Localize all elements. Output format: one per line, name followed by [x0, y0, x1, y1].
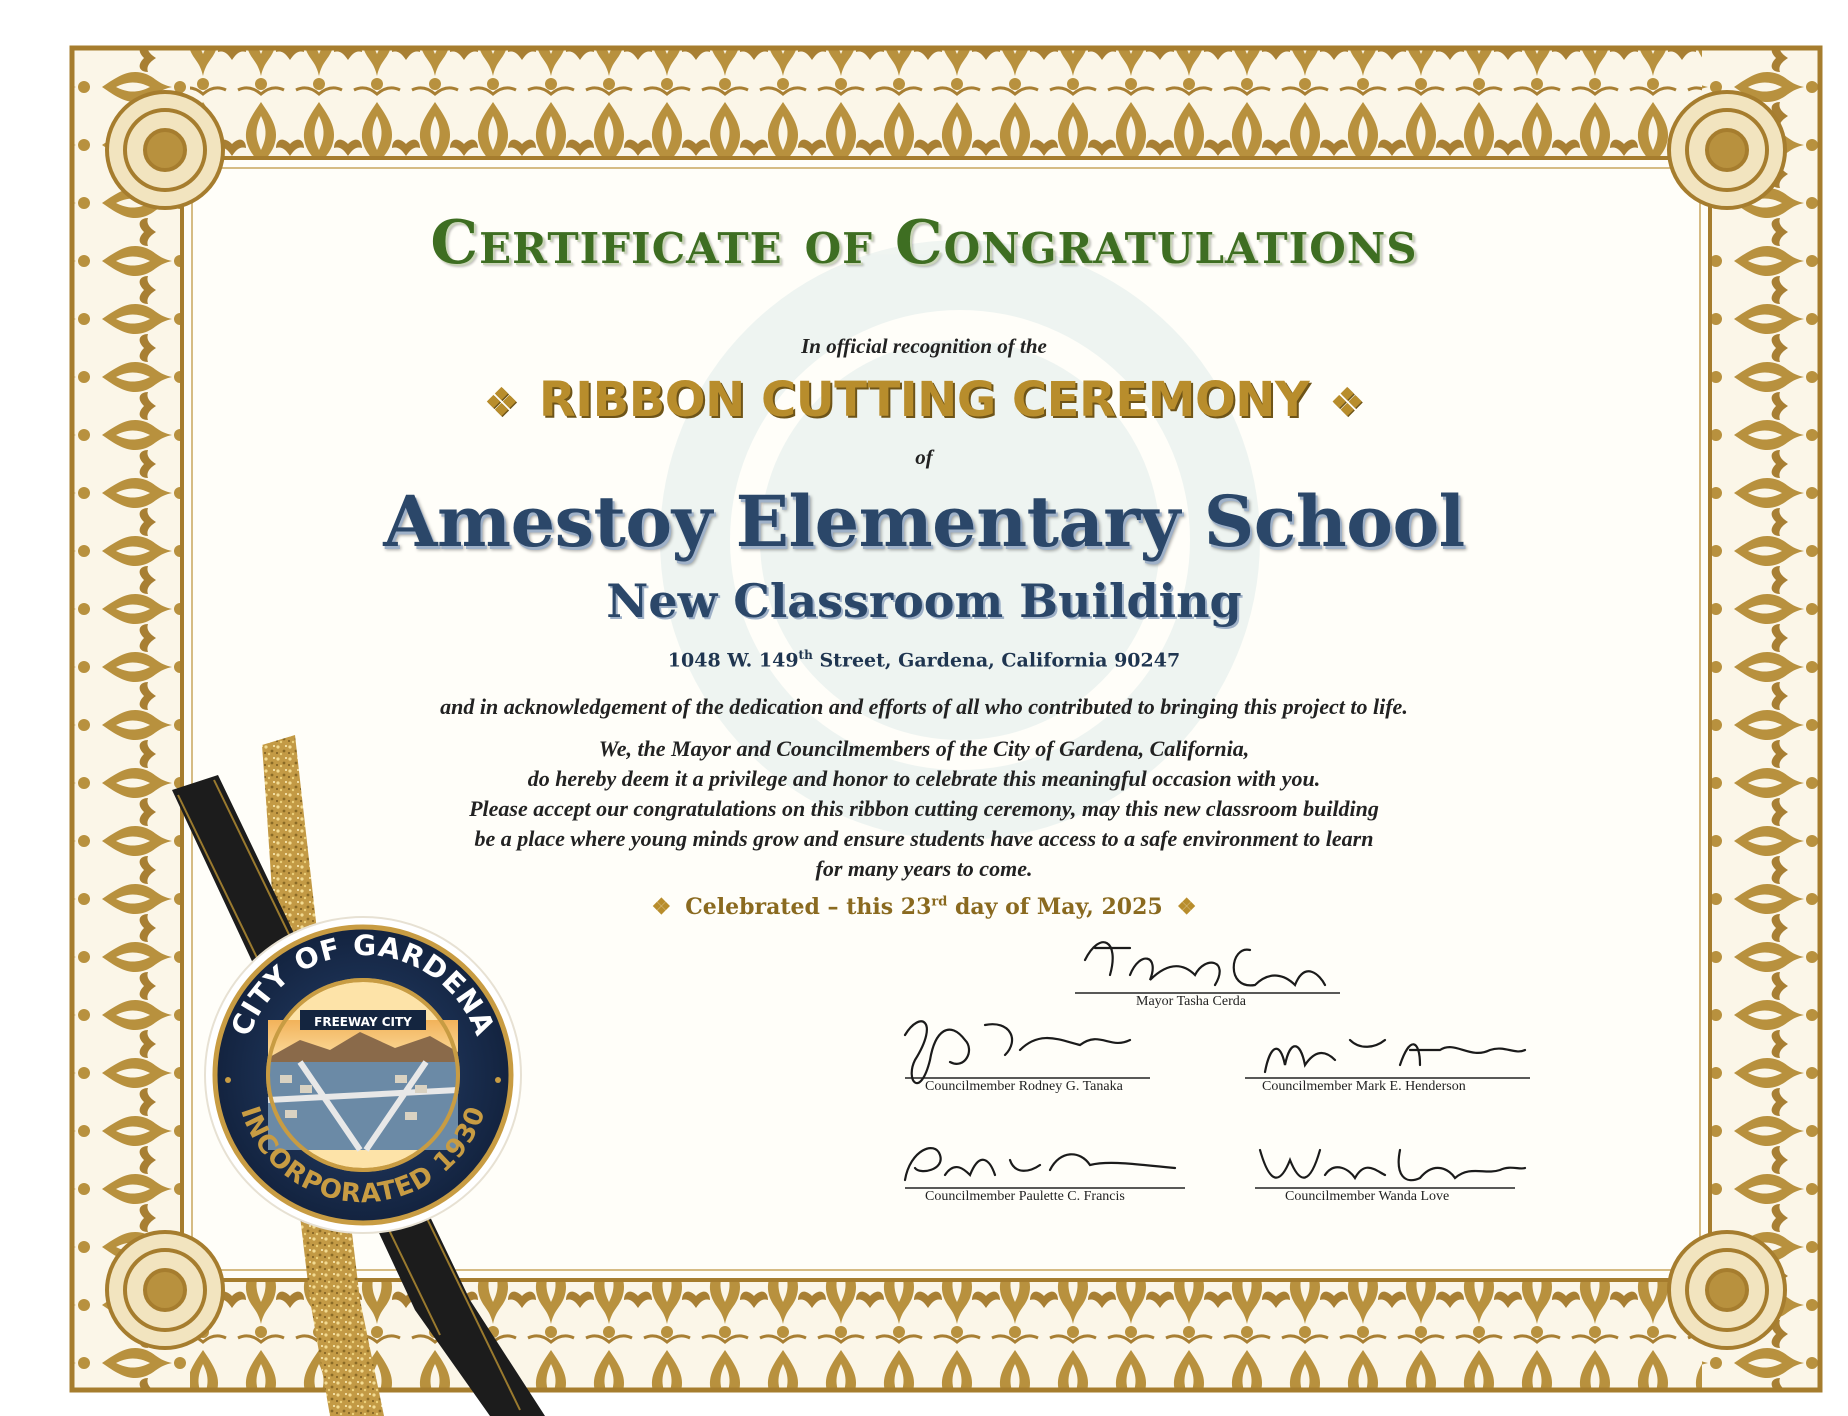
mayor-signature-name: Mayor Tasha Cerda: [1136, 994, 1246, 1009]
address-prefix: 1048 W. 149: [667, 649, 799, 672]
council-signature-name-francis: Councilmember Paulette C. Francis: [925, 1189, 1125, 1204]
diamond-ornament-icon: ❖: [651, 894, 672, 920]
council-signature-name-tanaka: Councilmember Rodney G. Tanaka: [925, 1079, 1123, 1094]
ceremony-title: RIBBON CUTTING CEREMONY: [538, 372, 1310, 428]
council-signature-name-henderson: Councilmember Mark E. Henderson: [1262, 1079, 1466, 1094]
body-line: Please accept our congratulations on this ribbon cutting ceremony, may this new classroom building: [469, 796, 1379, 821]
council-signature-name-love: Councilmember Wanda Love: [1285, 1189, 1450, 1204]
seal-top-text: CITY OF GARDENA: [224, 928, 502, 1041]
seal-bottom-text: INCORPORATED 1930: [234, 1102, 492, 1210]
body-line: do hereby deem it a privilege and honor to celebrate this meaningful occasion with you.: [527, 766, 1321, 791]
body-line: We, the Mayor and Councilmembers of the City of Gardena, California,: [598, 736, 1250, 761]
address-ordinal: th: [798, 648, 813, 662]
svg-text:INCORPORATED 1930: [234, 1102, 492, 1209]
school-address: [0, 648, 1848, 671]
diamond-ornament-icon: ❖: [1176, 894, 1197, 920]
celebrated-rest: day of May, 2025: [947, 894, 1163, 920]
seal-banner-text: FREEWAY CITY: [314, 1015, 412, 1029]
diamond-ornament-icon: ❖: [483, 380, 519, 426]
building-name: New Classroom Building: [606, 574, 1242, 628]
body-line: for many years to come.: [815, 856, 1033, 881]
certificate-title: Certificate of Congratulations: [430, 208, 1418, 278]
celebrated-date: [0, 894, 1848, 920]
recognition-intro: In official recognition of the: [801, 334, 1047, 358]
proclamation-body: [0, 734, 1848, 884]
school-name: Amestoy Elementary School: [383, 480, 1465, 563]
of-line: of: [915, 445, 933, 469]
celebrated-prefix: Celebrated – this 23: [685, 894, 932, 920]
address-rest: Street, Gardena, California 90247: [812, 649, 1181, 672]
diamond-ornament-icon: ❖: [1329, 380, 1365, 426]
body-line: be a place where young minds grow and ensure students have access to a safe environment to learn: [474, 826, 1374, 851]
celebrated-ordinal: rd: [931, 894, 948, 910]
acknowledgement-text: and in acknowledgement of the dedication and efforts of all who contributed to bringing this project to life.: [440, 694, 1408, 719]
ceremony-heading: [0, 372, 1848, 428]
